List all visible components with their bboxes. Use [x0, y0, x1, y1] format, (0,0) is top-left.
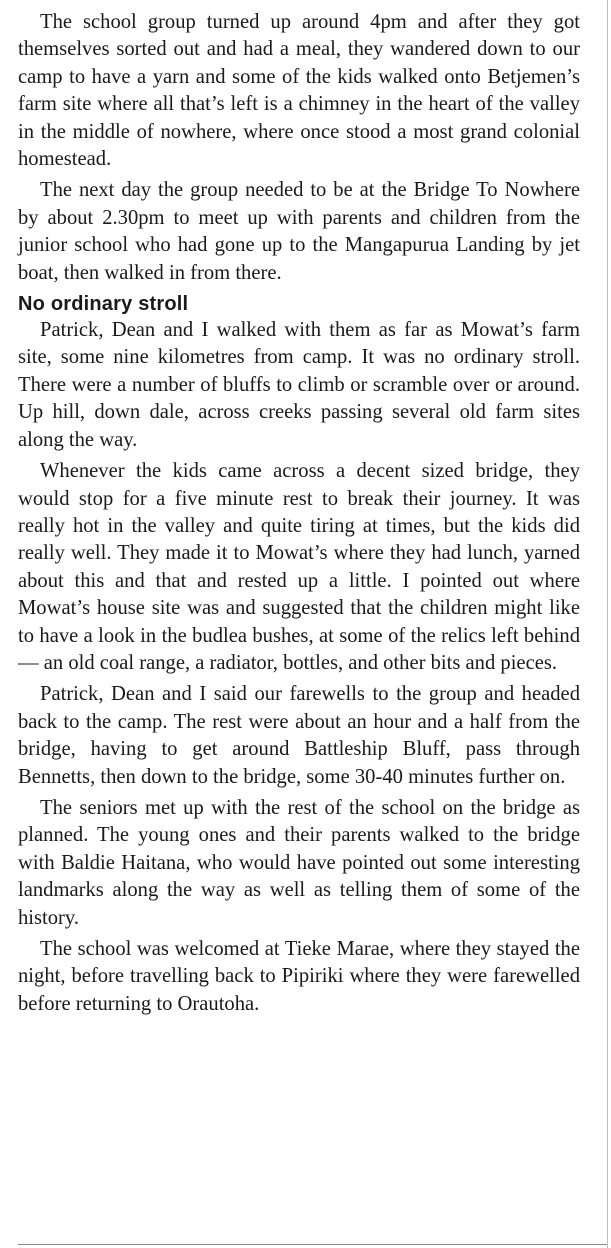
paragraph-school-group-arrival: The school group turned up around 4pm and after they got themselves sorted out and had a meal, they wandered down to our camp to have a yarn and some of the kids walked onto Betjemen’s farm site where all that’s left is a chimney in the heart of the valley in the middle of nowhere, where once stood a most grand colonial homestead.: [18, 11, 580, 171]
paragraph-next-day-plan: The next day the group needed to be at the Bridge To Nowhere by about 2.30pm to meet up with parents and children from the junior school who had gone up to the Mangapurua Landing by jet boat, then walked in from there.: [18, 179, 580, 284]
paragraph-walk-to-mowats: Patrick, Dean and I walked with them as far as Mowat’s farm site, some nine kilometres from camp. It was no ordinary stroll. There were a number of bluffs to climb or scramble over or around. Up hill, down dale, across creeks passing several old farm sites along the way.: [18, 319, 580, 451]
column-divider-rule: [607, 0, 608, 1248]
paragraph-tieke-marae: The school was welcomed at Tieke Marae, where they stayed the night, before travelling back to Pipiriki where they were farewelled before returning to Orautoha.: [18, 938, 580, 1015]
paragraph-seniors-meet-up: The seniors met up with the rest of the school on the bridge as planned. The young ones and their parents walked to the bridge with Baldie Haitana, who would have pointed out some interesting landmarks along the way as well as telling them of some of the history.: [18, 796, 580, 929]
paragraph-bridge-rests: Whenever the kids came across a decent sized bridge, they would stop for a five minute rest to break their journey. It was really hot in the valley and quite tiring at times, but the kids did really well. They made it to Mowat’s where they had lunch, yarned about this and that and rested up a little. I pointed out where Mowat’s house site was and suggested that the children might like to have a look in the budlea bushes, at some of the relics left behind — an old coal range, a radiator, bottles, and other bits and pieces.: [18, 460, 580, 674]
page-bottom-rule: [18, 1244, 607, 1245]
article-column: [18, 9, 580, 1022]
paragraph-farewells: Patrick, Dean and I said our farewells to the group and headed back to the camp. The rest were about an hour and a half from the bridge, having to get around Battleship Bluff, pass through Bennetts, then down to the bridge, some 30-40 minutes further on.: [18, 683, 580, 788]
subheading-no-ordinary-stroll: No ordinary stroll: [18, 293, 189, 316]
